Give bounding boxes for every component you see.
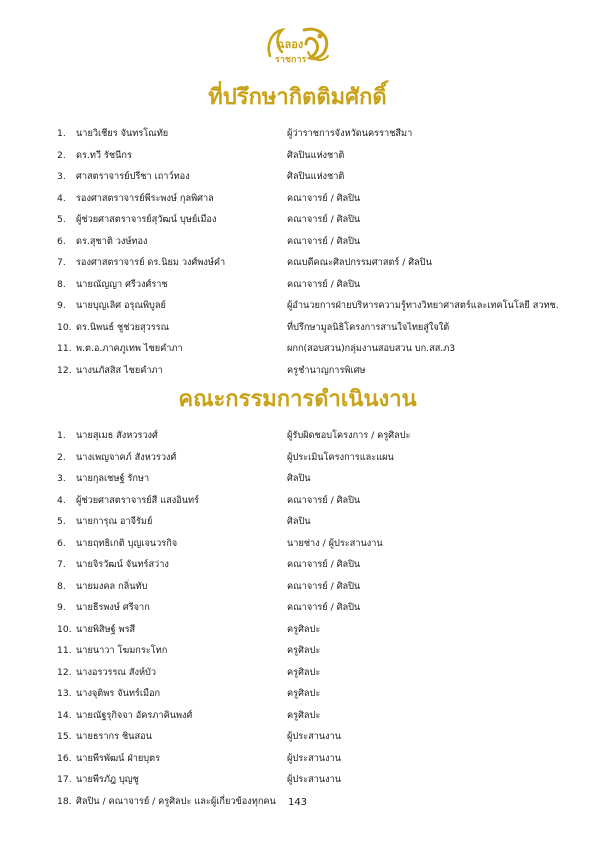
person-name: นายพีรภัฎ บุญชู [76, 774, 139, 785]
list-item [0, 490, 595, 512]
list-item [0, 619, 595, 641]
person-role: ผู้ว่าราชการจังหวัดนครราชสีมา [287, 128, 413, 139]
person-name: นายมงคล กลิ่นทับ [76, 580, 148, 592]
person-name: พ.ต.อ.ภาคภูเทพ ไชยคำภา [76, 343, 183, 354]
person-role: คณาจารย์ / ศิลปิน [287, 214, 361, 225]
person-role: นายช่าง / ผู้ประสานงาน [287, 537, 383, 549]
logo-text-line1: ฉลอง [277, 38, 304, 51]
item-number: 11. [57, 343, 72, 354]
item-number: 5. [57, 516, 66, 527]
item-number: 2. [57, 451, 66, 463]
person-role: คณบดีคณะศิลปกรรมศาสตร์ / ศิลปิน [287, 257, 432, 268]
person-name: นางอรวรรณ สังห์บัว [76, 666, 156, 678]
person-role: ผู้ประสานงาน [287, 731, 342, 742]
item-number: 6. [57, 235, 66, 247]
person-name: ดร.นิพนธ์ ชูช่วยสุวรรณ [76, 321, 170, 333]
person-name: นายฤทธิเกติ บุญเจนวรกิจ [76, 537, 178, 549]
item-text: ศิลปิน / คณาจารย์ / ครูศิลปะ และผู้เกี่ยวข้องทุกคน [76, 795, 276, 807]
page-number: 143 [287, 797, 308, 808]
person-name: นายการุณ อาจีรัมย์ [76, 516, 153, 527]
list-item [0, 231, 595, 253]
person-role: ศิลปินแห่งชาติ [287, 149, 345, 161]
item-number: 4. [57, 192, 66, 204]
list-item [0, 274, 595, 296]
logo-text-line2: ราชการ [275, 55, 307, 65]
advisors-list [0, 123, 595, 381]
person-name: นางนภัสสิส ไชยคำภา [76, 364, 163, 376]
list-item [0, 705, 595, 727]
list-item [0, 511, 595, 533]
person-name: ดร.ทวี รัชนีกร [76, 149, 132, 161]
person-role: คณาจารย์ / ศิลปิน [287, 602, 361, 613]
item-number: 7. [57, 257, 66, 268]
list-item [0, 533, 595, 555]
person-role: ศิลปินแห่งชาติ [287, 171, 345, 182]
person-name: นายพีรพัฒน์ ฝ่ายบุตร [76, 752, 161, 764]
committee-list [0, 425, 595, 812]
list-item [0, 447, 595, 469]
person-role: คณาจารย์ / ศิลปิน [287, 278, 361, 290]
person-role: ผู้ประสานงาน [287, 752, 342, 764]
logo [262, 22, 334, 68]
person-role: ผู้ประสานงาน [287, 774, 342, 785]
item-number: 15. [57, 731, 72, 742]
item-number: 3. [57, 171, 66, 182]
person-name: นายนาวา โฆมกระโทก [76, 645, 168, 656]
list-item [0, 662, 595, 684]
person-name: ผู้ช่วยศาสตราจารย์สุวัฒน์ บุษย์เมือง [76, 214, 217, 225]
item-number: 4. [57, 494, 66, 506]
person-role: ผกก(สอบสวน)กลุ่มงานสอบสวน บก.สส.ภ3 [287, 343, 456, 354]
list-item [0, 425, 595, 447]
item-number: 18. [57, 795, 72, 807]
list-item [0, 726, 595, 748]
list-item [0, 209, 595, 231]
person-name: นายณัฐรุกิจจา อัครภาคินพงศ์ [76, 709, 193, 721]
person-name: นายกุลเชษฐ์ รักษา [76, 473, 150, 484]
person-name: ศาสตราจารย์ปรีชา เถาว์ทอง [76, 171, 190, 182]
item-number: 14. [57, 709, 72, 721]
person-name: นายวิเชียร จันทรโณทัย [76, 128, 169, 139]
person-name: รองศาสตราจารย์ ดร.นิยม วงศ์พงษ์คำ [76, 257, 226, 268]
item-number: 9. [57, 602, 66, 613]
item-number: 7. [57, 559, 66, 570]
item-number: 17. [57, 774, 72, 785]
person-name: นายธีรพงษ์ ศรีจาก [76, 602, 150, 613]
item-number: 8. [57, 580, 66, 592]
person-role: ครูศิลปะ [287, 709, 321, 721]
person-name: นายธรากร ชินสอน [76, 731, 152, 742]
list-item [0, 576, 595, 598]
person-name: นายณัญญา ศรีวงศ์ราช [76, 278, 168, 290]
person-role: ครูศิลปะ [287, 666, 321, 678]
list-item [0, 554, 595, 576]
item-number: 1. [57, 430, 66, 441]
item-number: 6. [57, 537, 66, 549]
item-number: 9. [57, 300, 66, 311]
item-number: 1. [57, 128, 66, 139]
item-number: 10. [57, 321, 72, 333]
list-item [0, 145, 595, 167]
person-name: รองศาสตราจารย์พีระพงษ์ กุลพิศาล [76, 192, 214, 204]
list-item [0, 468, 595, 490]
person-name: นายจิรวัฒน์ จันทร์สว่าง [76, 559, 169, 570]
person-role: คณาจารย์ / ศิลปิน [287, 494, 361, 506]
person-role: ผู้อำนวยการฝ่ายบริหารความรู้ทางวิทยาศาสตร์และเทคโนโลยี สวทช. [287, 300, 559, 311]
person-role: ผู้รับผิดชอบโครงการ / ครูศิลปะ [287, 430, 411, 441]
list-item [0, 683, 595, 705]
item-number: 3. [57, 473, 66, 484]
list-item [0, 317, 595, 339]
person-role: ที่ปรึกษามูลนิธิโครงการสานใจไทยสู่ใจใต้ [287, 321, 450, 333]
list-item [0, 295, 595, 317]
list-item [0, 252, 595, 274]
list-item [0, 597, 595, 619]
item-number: 16. [57, 752, 72, 764]
list-item [0, 166, 595, 188]
person-role: ครูศิลปะ [287, 623, 321, 635]
list-item [0, 748, 595, 770]
list-item [0, 360, 595, 382]
item-number: 12. [57, 666, 72, 678]
person-name: ผู้ช่วยศาสตราจารย์สี แสงอินทร์ [76, 494, 200, 506]
person-role: ครูศิลปะ [287, 645, 321, 656]
item-number: 2. [57, 149, 66, 161]
item-number: 5. [57, 214, 66, 225]
person-role: คณาจารย์ / ศิลปิน [287, 192, 361, 204]
person-role: ครูชำนาญการพิเศษ [287, 364, 366, 376]
list-item [0, 769, 595, 791]
committee-title: คณะกรรมการดำเนินงาน [178, 387, 417, 412]
person-role: ศิลปิน [287, 516, 311, 527]
person-role: ครูศิลปะ [287, 688, 321, 699]
item-number: 11. [57, 645, 72, 656]
list-item [0, 188, 595, 210]
person-name: นางจุติพร จันทร์เมือก [76, 688, 161, 699]
person-name: นายสุเมธ สังหวรวงศ์ [76, 430, 158, 441]
list-item [0, 338, 595, 360]
person-role: ผู้ประเมินโครงการและแผน [287, 451, 394, 463]
person-name: นางเพญจาคภ์ สังหวรวงศ์ [76, 451, 177, 463]
item-number: 12. [57, 364, 72, 376]
person-role: คณาจารย์ / ศิลปิน [287, 235, 361, 247]
person-role: ศิลปิน [287, 473, 311, 484]
person-name: ดร.สุชาติ วงษ์ทอง [76, 235, 148, 247]
item-number: 8. [57, 278, 66, 290]
list-item [0, 640, 595, 662]
advisors-title: ที่ปรึกษากิตติมศักดิ์ [208, 85, 387, 110]
person-name: นายพิสิษฐ์ พรสี [76, 623, 136, 635]
list-item [0, 123, 595, 145]
item-number: 13. [57, 688, 72, 699]
person-role: คณาจารย์ / ศิลปิน [287, 580, 361, 592]
item-number: 10. [57, 623, 72, 635]
person-role: คณาจารย์ / ศิลปิน [287, 559, 361, 570]
person-name: นายบุญเลิศ อรุณพิบูลย์ [76, 300, 166, 311]
